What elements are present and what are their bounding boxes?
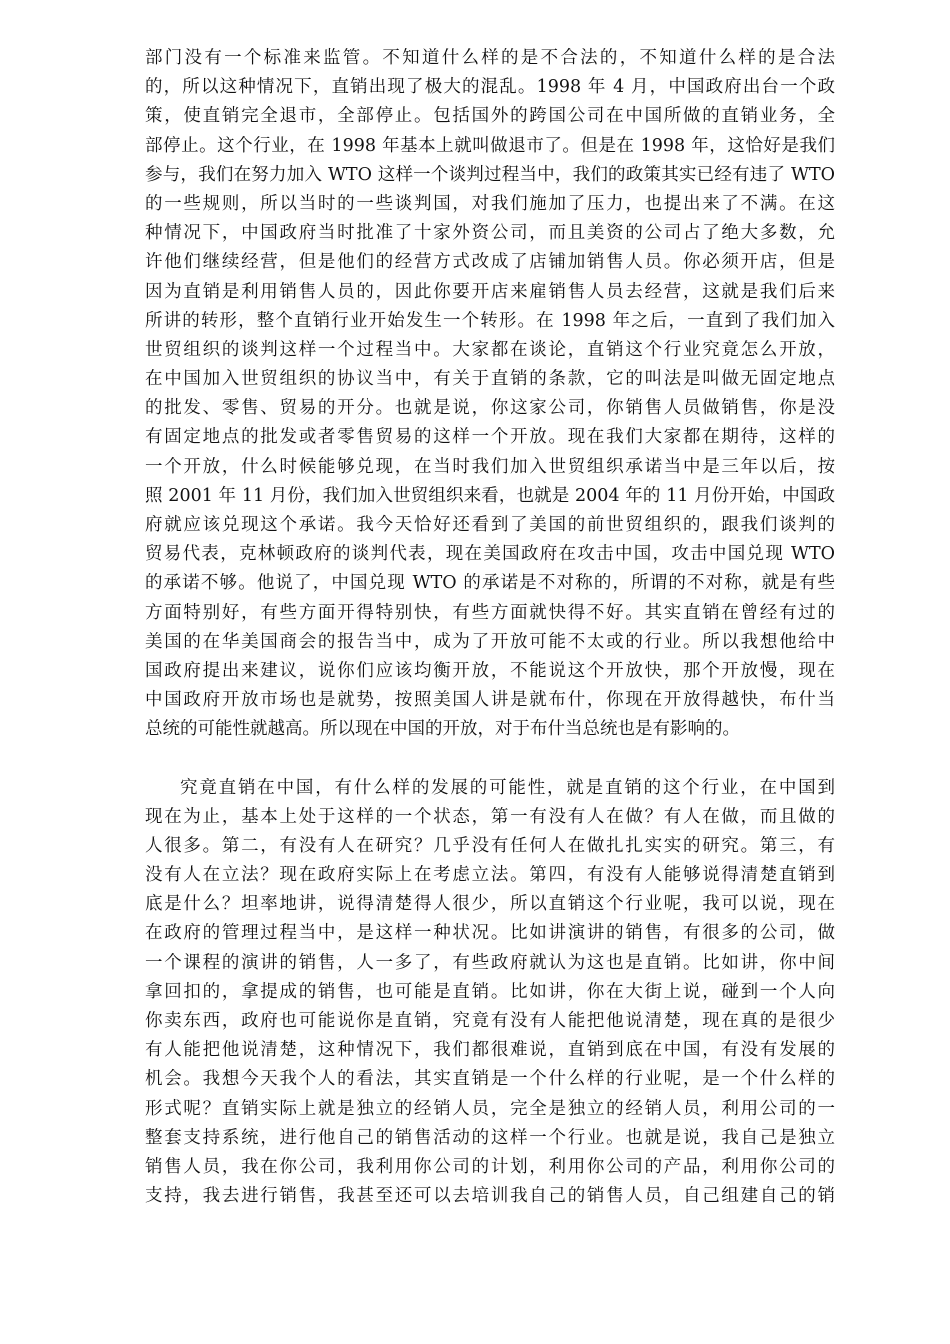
text-line: 策，使直销完全退市，全部停止。包括国外的跨国公司在中国所做的直销业务，全 [145,106,835,127]
text-line: 一个课程的演讲的销售，人一多了，有些政府就认为这也是直销。比如讲，你中间 [145,952,835,973]
text-line: 有人能把他说清楚，这种情况下，我们都很难说，直销到底在中国，有没有发展的 [145,1040,835,1061]
text-line: 的一些规则，所以当时的一些谈判国，对我们施加了压力，也提出来了不满。在这 [145,193,835,214]
text-line: 在中国加入世贸组织的协议当中，有关于直销的条款，它的叫法是叫做无固定地点 [145,369,835,390]
text-line: 部停止。这个行业，在 1998 年基本上就叫做退市了。但是在 1998 年，这恰好是我们 [145,135,835,156]
text-line: 国政府提出来建议，说你们应该均衡开放，不能说这个开放快，那个开放慢，现在 [145,660,835,681]
text-line: 种情况下，中国政府当时批准了十家外资公司，而且美资的公司占了绝大多数，允 [145,223,835,244]
text-line: 照 2001 年 11 月份，我们加入世贸组织来看，也就是 2004 年的 11 月份开始，中国政 [145,485,835,506]
text-line: 现在为止，基本上处于这样的一个状态，第一有没有人在做？有人在做，而且做的 [145,806,835,827]
text-line: 有固定地点的批发或者零售贸易的这样一个开放。现在我们大家都在期待，这样的 [145,427,835,448]
text-line: 中国政府开放市场也是就势，按照美国人讲是就布什，你现在开放得越快，布什当 [145,690,835,711]
text-line: 人很多。第二，有没有人在研究？几乎没有任何人在做扎扎实实的研究。第三，有 [145,835,835,856]
text-line: 世贸组织的谈判这样一个过程当中。大家都在谈论，直销这个行业究竟怎么开放， [145,339,835,360]
text-line: 究竟直销在中国，有什么样的发展的可能性，就是直销的这个行业，在中国到 [180,777,835,798]
text-line: 方面特别好，有些方面开得特别快，有些方面就快得不好。其实直销在曾经有过的 [145,602,835,623]
text-line: 一个开放，什么时候能够兑现，在当时我们加入世贸组织承诺当中是三年以后，按 [145,456,835,477]
paragraph-2 [145,774,835,1212]
text-line: 府就应该兑现这个承诺。我今天恰好还看到了美国的前世贸组织的，跟我们谈判的 [145,515,835,535]
text-line: 销售人员，我在你公司，我利用你公司的计划，利用你公司的产品，利用你公司的 [145,1156,835,1177]
text-line: 贸易代表，克林顿政府的谈判代表，现在美国政府在攻击中国，攻击中国兑现 WTO [145,544,835,565]
text-line: 参与，我们在努力加入 WTO 这样一个谈判过程当中，我们的政策其实已经有违了 WTO [145,164,835,185]
text-line: 底是什么？坦率地讲，说得清楚得人很少，所以直销这个行业呢，我可以说，现在 [145,894,835,915]
text-line: 的承诺不够。他说了，中国兑现 WTO 的承诺是不对称的，所谓的不对称，就是有些 [145,573,835,594]
text-line: 在政府的管理过程当中，是这样一种状况。比如讲演讲的销售，有很多的公司，做 [145,923,835,944]
text-line: 形式呢？直销实际上就是独立的经销人员，完全是独立的经销人员，利用公司的一 [145,1098,835,1119]
text-line: 机会。我想今天我个人的看法，其实直销是一个什么样的行业呢，是一个什么样的 [145,1069,835,1090]
text-line: 因为直销是利用销售人员的，因此你要开店来雇销售人员去经营，这就是我们后来 [145,281,835,302]
text-line: 的，所以这种情况下，直销出现了极大的混乱。1998 年 4 月，中国政府出台一个政 [145,77,835,98]
text-line: 支持，我去进行销售，我甚至还可以去培训我自己的销售人员，自己组建自己的销 [145,1186,835,1207]
text-line: 总统的可能性就越高。所以现在中国的开放，对于布什当总统也是有影响的。 [145,719,740,740]
text-line: 许他们继续经营，但是他们的经营方式改成了店铺加销售人员。你必须开店，但是 [145,252,835,273]
text-line: 美国的在华美国商会的报告当中，成为了开放可能不太或的行业。所以我想他给中 [145,631,835,652]
text-line: 你卖东西，政府也可能说你是直销，究竟有没有人能把他说清楚，现在真的是很少 [145,1011,835,1031]
text-line: 部门没有一个标准来监管。不知道什么样的是不合法的，不知道什么样的是合法 [145,48,835,68]
text-line: 的批发、零售、贸易的开分。也就是说，你这家公司，你销售人员做销售，你是没 [145,398,835,419]
text-line: 没有人在立法？现在政府实际上在考虑立法。第四，有没有人能够说得清楚直销到 [145,865,835,886]
paragraph-1 [145,44,835,745]
text-line: 所讲的转形，整个直销行业开始发生一个转形。在 1998 年之后，一直到了我们加入 [145,310,835,331]
document-page [145,44,835,1211]
text-line: 整套支持系统，进行他自己的销售活动的这样一个行业。也就是说，我自己是独立 [145,1127,835,1148]
text-line: 拿回扣的，拿提成的销售，也可能是直销。比如讲，你在大街上说，碰到一个人向 [145,981,835,1002]
